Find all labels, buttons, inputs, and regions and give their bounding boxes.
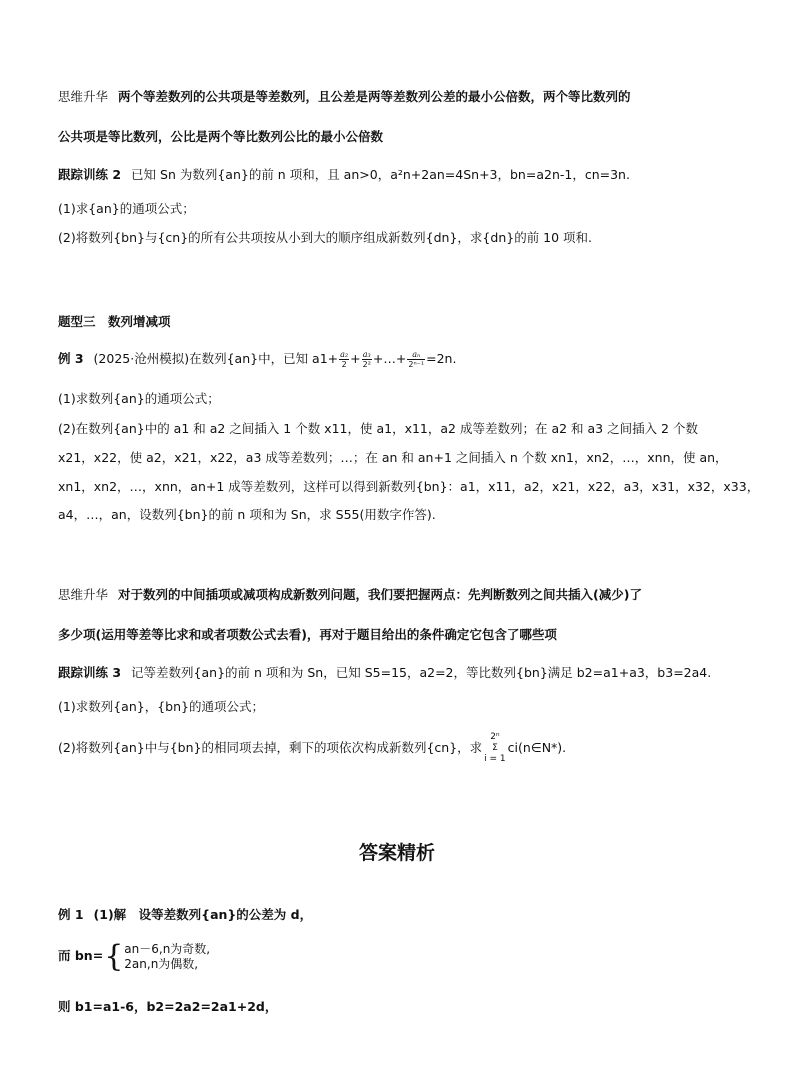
fraction-an: $\frac{\text{aₙ}}{\text{2ⁿ⁻¹}}$ [408, 350, 425, 369]
training-3-stem-line [58, 664, 711, 682]
training-2-label: 跟踪训练 2 [58, 167, 122, 182]
training-2-stem-line [58, 166, 630, 184]
answer-ex1-line3: 则 b1=a1-6，b2=2a2=2a1+2d， [58, 999, 278, 1014]
insight-1-text1: 两个等差数列的公共项是等差数列，且公差是两等差数列公差的最小公倍数，两个等比数列的 [118, 89, 631, 104]
answer-ex1-text1: (1)解 设等差数列{an}的公差为 d， [93, 907, 313, 922]
training-3-q2b: ci(n∈N*). [507, 740, 567, 755]
example-3-label: 例 3 [58, 351, 84, 366]
example-3-stem-line: 例 3 (2025·沧州模拟)在数列{an}中，已知 a1+ $\frac{\text{a₂}}{2}$ + $\frac{\text{a₃}}{\text{2²}}$ +…+ $\frac{\text{aₙ}}{\text{2ⁿ⁻¹}}$ =2n. [58, 350, 457, 369]
example-3-stem-b: =2n. [426, 351, 457, 366]
answer-ex1-line2 [58, 940, 210, 972]
example-3-q2a: (2)在数列{an}中的 a1 和 a2 之间插入 1 个数 x11，使 a1，x11，a2 成等差数列；在 a2 和 a3 之间插入 2 个数 [58, 421, 698, 436]
summation-symbol: 2ⁿ Σ i = 1 [484, 732, 506, 764]
training-3-q1: (1)求数列{an}，{bn}的通项公式； [58, 699, 264, 714]
fraction-a3: $\frac{\text{a₃}}{\text{2²}}$ [362, 350, 371, 369]
insight-2-line1 [58, 586, 642, 604]
example-3-q2b: x21，x22，使 a2，x21，x22，a3 成等差数列；…；在 an 和 an+1 之间插入 n 个数 xn1，xn2，…，xnn，使 an， [58, 450, 728, 465]
training-2-q2: (2)将数列{bn}与{cn}的所有公共项按从小到大的顺序组成新数列{dn}，求{dn}的前 10 项和. [58, 230, 593, 245]
training-2-stem: 已知 Sn 为数列{an}的前 n 项和，且 an>0，a²n+2an=4Sn+3，bn=a2n-1，cn=3n. [131, 167, 630, 182]
example-3-stem-a: 在数列{an}中，已知 a1+ [189, 351, 339, 366]
section-3-title: 题型三 数列增减项 [58, 314, 171, 329]
fraction-a2: $\frac{\text{a₂}}{2}$ [340, 350, 349, 369]
insight-1-line1 [58, 88, 631, 106]
training-3-label: 跟踪训练 3 [58, 665, 122, 680]
piecewise-cases [124, 942, 210, 972]
example-3-q2c: xn1，xn2，…，xnn，an+1 成等差数列，这样可以得到新数列{bn}：a1，x11，a2，x21，x22，a3，x31，x32，x33， [58, 479, 760, 494]
insight-1-label: 思维升华 [58, 89, 109, 104]
answers-title: 答案精析 [358, 842, 435, 864]
training-3-q2 [58, 732, 566, 765]
example-3-q2d: a4，…，an，设数列{bn}的前 n 项和为 Sn，求 S55(用数字作答). [58, 507, 436, 522]
example-3-source: (2025·沧州模拟) [93, 351, 190, 366]
answer-ex1-label: 例 1 [58, 907, 84, 922]
insight-1-line2: 公共项是等比数列，公比是两个等比数列公比的最小公倍数 [58, 129, 384, 144]
insight-2-line2: 多少项(运用等差等比求和或者项数公式去看)，再对于题目给出的条件确定它包含了哪些项 [58, 627, 557, 642]
training-2-q1: (1)求{an}的通项公式； [58, 201, 195, 216]
example-3-q1: (1)求数列{an}的通项公式； [58, 391, 220, 406]
insight-2-text1: 对于数列的中间插项或减项构成新数列问题，我们要把握两点：先判断数列之间共插入(减少)了 [118, 587, 642, 602]
training-3-q2a: (2)将数列{an}中与{bn}的相同项去掉，剩下的项依次构成新数列{cn}，求 [58, 740, 483, 755]
insight-2-label: 思维升华 [58, 587, 109, 602]
left-brace: { [104, 938, 124, 974]
answer-ex1-line1 [58, 906, 312, 924]
case-odd: an－6,n为奇数, [124, 941, 211, 956]
case-even: 2an,n为偶数, [124, 956, 199, 971]
answer-ex1-bn: 而 bn= [58, 948, 104, 963]
training-3-stem: 记等差数列{an}的前 n 项和为 Sn，已知 S5=15，a2=2，等比数列{bn}满足 b2=a1+a3，b3=2a4. [131, 665, 712, 680]
